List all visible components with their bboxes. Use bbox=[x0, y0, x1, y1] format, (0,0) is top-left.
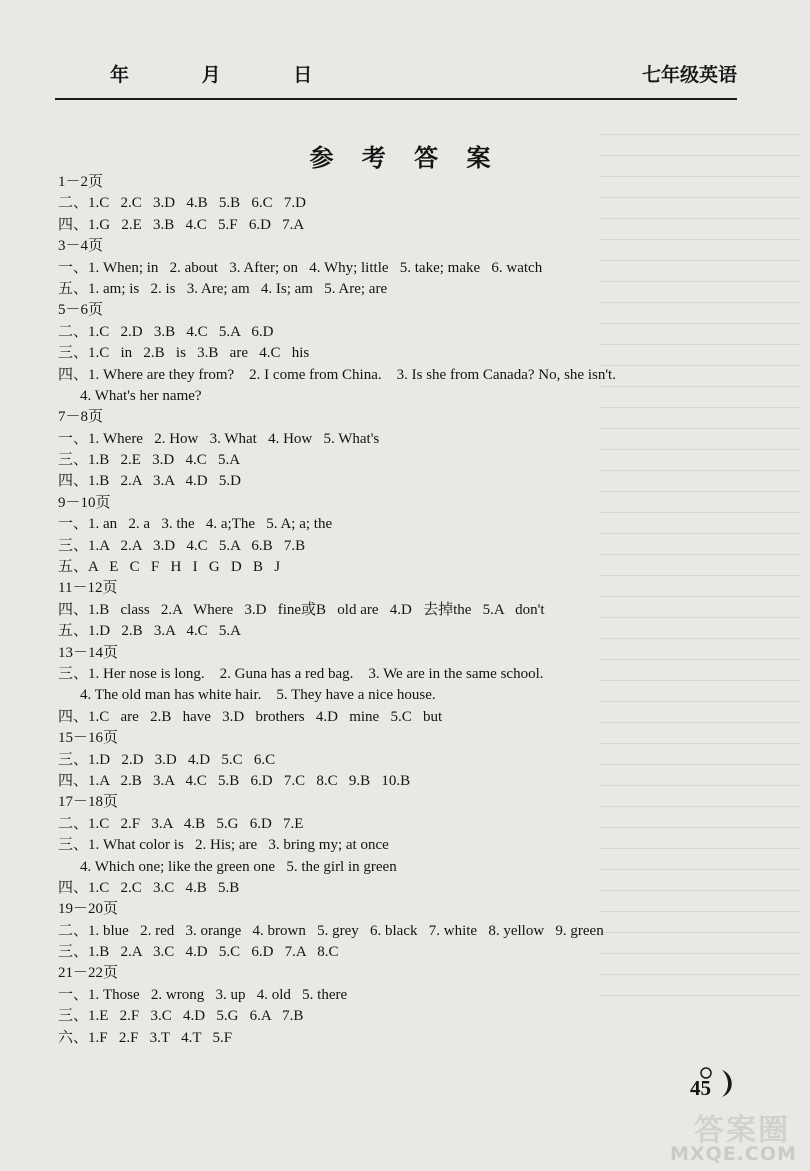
watermark-url: MXQE.COM bbox=[670, 1143, 797, 1165]
answer-line: 四、1.B class 2.A Where 3.D fine或B old are 4.D 去掉the 5.A don't bbox=[58, 601, 545, 618]
answer-line: 四、1.B 2.A 3.A 4.D 5.D bbox=[58, 473, 241, 490]
answer-line: 二、1.C 2.C 3.D 4.B 5.B 6.C 7.D bbox=[58, 195, 306, 212]
watermark bbox=[654, 1105, 804, 1167]
answer-line: 一、1. Those 2. wrong 3. up 4. old 5. there bbox=[58, 986, 348, 1003]
answer-line: 五、1.D 2.B 3.A 4.C 5.A bbox=[58, 623, 241, 640]
answer-line: 一、1. When; in 2. about 3. After; on 4. Why; little 5. take; make 6. watch bbox=[58, 259, 543, 276]
day-label: 日 bbox=[293, 64, 315, 86]
answer-line: 二、1. blue 2. red 3. orange 4. brown 5. grey 6. black 7. white 8. yellow 9. green bbox=[58, 922, 604, 939]
answer-line: 11－12页 bbox=[58, 580, 118, 597]
page-number: 45 bbox=[690, 1076, 711, 1100]
answer-line: 三、1.E 2.F 3.C 4.D 5.G 6.A 7.B bbox=[58, 1008, 304, 1025]
answer-line: 三、1.D 2.D 3.D 4.D 5.C 6.C bbox=[58, 751, 276, 768]
answer-line: 三、1.A 2.A 3.D 4.C 5.A 6.B 7.B bbox=[58, 537, 306, 554]
year-label: 年 bbox=[110, 64, 132, 86]
answer-line: 五、A E C F H I G D B J bbox=[58, 559, 281, 576]
answer-line: 二、1.C 2.F 3.A 4.B 5.G 6.D 7.E bbox=[58, 815, 304, 832]
answer-line: 1－2页 bbox=[58, 174, 104, 190]
page-title: 参 考 答 案 bbox=[309, 144, 501, 172]
answer-line: 17－18页 bbox=[58, 794, 119, 811]
answer-line: 三、1.C in 2.B is 3.B are 4.C his bbox=[58, 345, 310, 362]
answer-line: 13－14页 bbox=[58, 644, 119, 661]
answer-line: 4. What's her name? bbox=[80, 387, 202, 404]
answer-line: 9－10页 bbox=[58, 494, 111, 511]
answer-line: 四、1.C 2.C 3.C 4.B 5.B bbox=[58, 879, 240, 896]
answer-line: 3－4页 bbox=[58, 238, 104, 255]
answer-line: 一、1. an 2. a 3. the 4. a;The 5. A; a; the bbox=[58, 516, 333, 533]
date-field bbox=[110, 60, 376, 87]
answer-line: 三、1.B 2.E 3.D 4.C 5.A bbox=[58, 452, 241, 469]
month-label: 月 bbox=[201, 64, 223, 86]
answer-line: 六、1.F 2.F 3.T 4.T 5.F bbox=[58, 1029, 233, 1046]
answer-line: 19－20页 bbox=[58, 901, 119, 918]
answer-line: 四、1.G 2.E 3.B 4.C 5.F 6.D 7.A bbox=[58, 216, 305, 233]
answer-line: 三、1. What color is 2. His; are 3. bring my; at once bbox=[58, 837, 389, 854]
answer-line: 15－16页 bbox=[58, 730, 119, 747]
answer-line: 5－6页 bbox=[58, 302, 104, 319]
answer-line: 21－22页 bbox=[58, 965, 119, 982]
answer-line: 7－8页 bbox=[58, 409, 104, 426]
subject-label: 七年级英语 bbox=[641, 64, 737, 86]
answer-line: 四、1. Where are they from? 2. I come from China. 3. Is she from Canada? No, she isn't. bbox=[58, 366, 616, 383]
answer-line: 一、1. Where 2. How 3. What 4. How 5. What's bbox=[58, 430, 380, 447]
answer-list bbox=[58, 172, 758, 1049]
answer-line: 二、1.C 2.D 3.B 4.C 5.A 6.D bbox=[58, 323, 274, 340]
page-number-badge bbox=[686, 1066, 738, 1100]
answer-line: 五、1. am; is 2. is 3. Are; am 4. Is; am 5. Are; are bbox=[58, 280, 388, 297]
watermark-logo: 答案圈 bbox=[694, 1113, 790, 1148]
page-header bbox=[55, 58, 737, 100]
answer-line: 四、1.C are 2.B have 3.D brothers 4.D mine 5.C but bbox=[58, 708, 443, 725]
answer-line: 三、1. Her nose is long. 2. Guna has a red bag. 3. We are in the same school. bbox=[58, 665, 544, 682]
answer-line: 4. The old man has white hair. 5. They have a nice house. bbox=[80, 687, 436, 704]
answer-line: 4. Which one; like the green one 5. the girl in green bbox=[80, 858, 397, 875]
answer-line: 三、1.B 2.A 3.C 4.D 5.C 6.D 7.A 8.C bbox=[58, 944, 339, 961]
answer-line: 四、1.A 2.B 3.A 4.C 5.B 6.D 7.C 8.C 9.B 10.B bbox=[58, 772, 411, 789]
